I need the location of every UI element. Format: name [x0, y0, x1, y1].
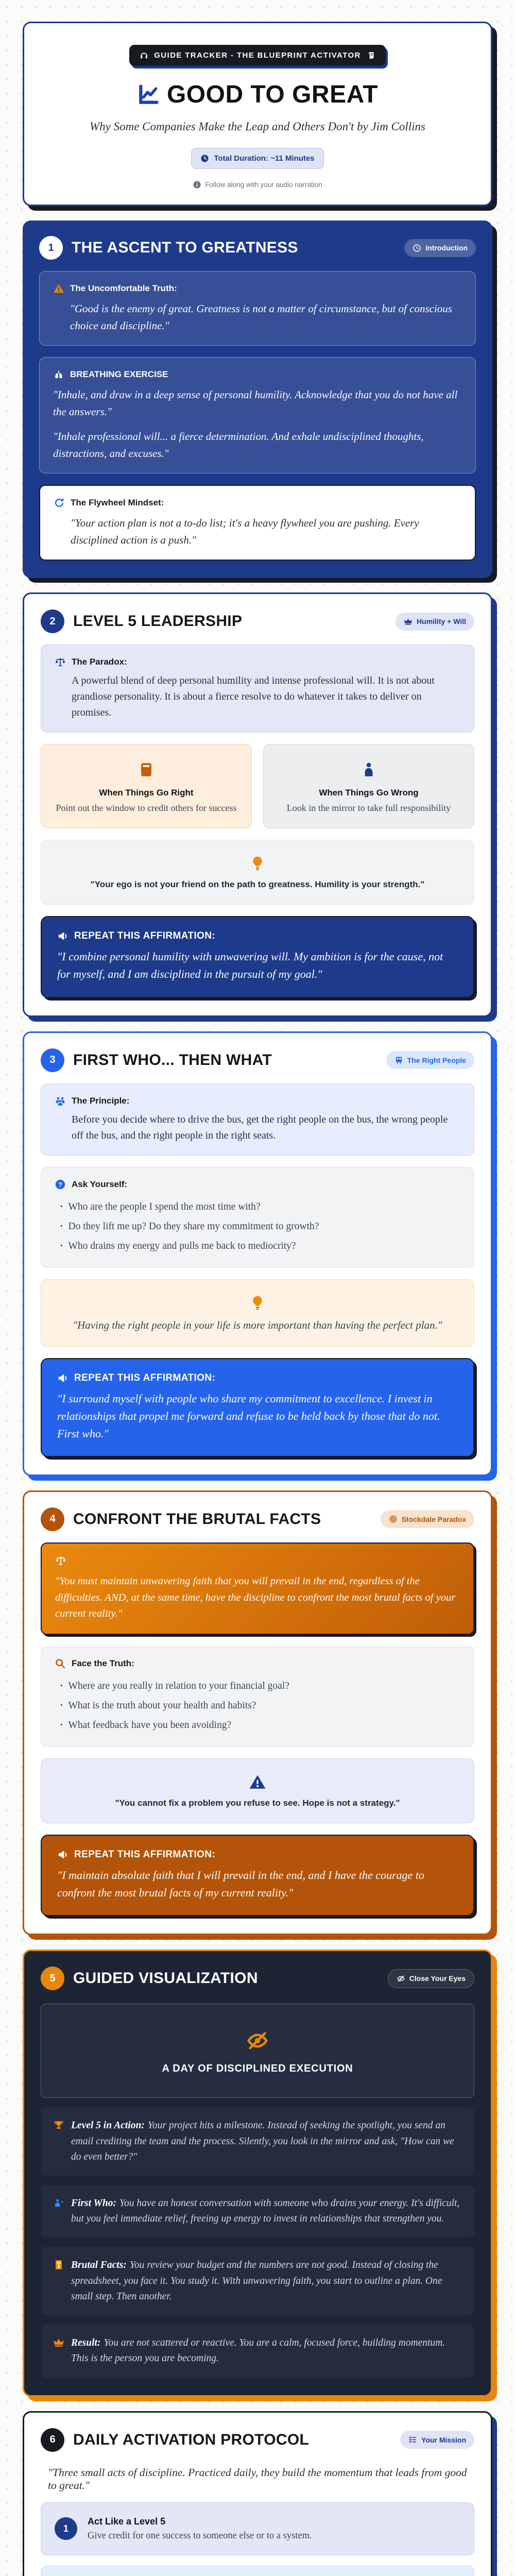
section-2-badge — [396, 613, 474, 631]
list-item: · Who are the people I spend the most time with? — [60, 1197, 460, 1217]
uncomfortable-truth-card — [39, 271, 476, 346]
section-3-badge — [386, 1051, 474, 1069]
question-icon — [55, 1179, 66, 1190]
affirmation-quote-first-who: "I surround myself with people who share my commitment to excellence. I invest in relationships that propel me forward and refuse to be held back by those that do not. First who." — [57, 1392, 440, 1440]
affirmation-header — [57, 1372, 458, 1384]
affirmation-header — [57, 930, 458, 942]
section-6-header — [41, 2428, 474, 2452]
protocol-step-2 — [41, 2566, 474, 2576]
visualization-panel-title: A DAY OF DISCIPLINED EXECUTION — [162, 2063, 353, 2075]
guide-tracker-badge — [129, 45, 386, 66]
lightbulb-icon — [249, 1294, 266, 1312]
viz-item-level5 — [41, 2107, 474, 2176]
section-3-title: FIRST WHO... THEN WHAT — [73, 1051, 272, 1069]
viz-item-text — [71, 2258, 462, 2304]
search-icon — [55, 1658, 66, 1669]
page-title: GOOD TO GREAT — [166, 81, 379, 108]
viz-item-text — [71, 2335, 462, 2366]
right-people-insight-card — [41, 1279, 474, 1347]
section-1-badge-label: Introduction — [425, 244, 468, 252]
clock-icon — [200, 154, 209, 163]
audio-note — [40, 180, 475, 189]
warning-icon — [53, 283, 64, 294]
viz-item-label: First Who: — [71, 2197, 116, 2209]
section-4-badge — [381, 1510, 474, 1528]
principle-label: The Principle: — [72, 1095, 130, 1106]
people-icon — [55, 1095, 66, 1107]
hero-card — [23, 22, 492, 206]
megaphone-icon — [57, 930, 68, 942]
section-6-title: DAILY ACTIVATION PROTOCOL — [73, 2431, 310, 2448]
stockdale-quote-card — [41, 1543, 474, 1635]
duration-pill — [191, 148, 323, 169]
headphones-icon — [140, 51, 148, 60]
section-2-number: 2 — [41, 609, 64, 633]
eye-slash-icon — [397, 1974, 405, 1983]
flywheel-label: The Flywheel Mindset: — [71, 498, 164, 508]
section-1-number: 1 — [39, 236, 63, 260]
affirmation-label: REPEAT THIS AFFIRMATION: — [74, 1372, 216, 1383]
affirmation-quote-level5: "I combine personal humility with unwavering will. My ambition is for the cause, not for myself, and I am disciplined in the pursuit of my goal." — [57, 950, 443, 981]
section-1-title: THE ASCENT TO GREATNESS — [72, 239, 298, 256]
leadership-columns — [41, 744, 474, 828]
ask-yourself-label: Ask Yourself: — [72, 1179, 128, 1189]
megaphone-icon — [57, 1372, 68, 1384]
section-5-number: 5 — [41, 1967, 64, 1990]
viz-item-body: You have an honest conversation with someone who drains your energy. It's difficult, but you feel immediate relief, freeing up energy to invest in relationships that strengthen you. — [71, 2197, 460, 2225]
trophy-icon — [53, 2120, 64, 2131]
viz-item-text — [71, 2118, 462, 2165]
protocol-intro: "Three small acts of discipline. Practiced daily, they build the momentum that leads from good to great." — [48, 2466, 467, 2492]
face-the-truth-header — [55, 1658, 460, 1669]
section-confront-brutal-facts — [23, 1490, 492, 1935]
svg-text:?: ? — [58, 1180, 62, 1188]
section-1-badge — [404, 239, 476, 257]
ego-insight-card — [41, 840, 474, 905]
section-ascent-to-greatness — [23, 221, 492, 578]
crown-icon — [404, 617, 413, 626]
section-5-title: GUIDED VISUALIZATION — [73, 1970, 258, 1987]
duration-label: Total Duration: ~11 Minutes — [214, 154, 315, 163]
breathing-quote-2: "Inhale professional will... a fierce determination. And exhale undisciplined thoughts, distractions, and excuses." — [53, 430, 424, 460]
eye-slash-icon — [246, 2029, 269, 2053]
section-daily-activation-protocol — [23, 2411, 492, 2576]
section-4-badge-label: Stockdale Paradox — [401, 1515, 466, 1523]
page — [23, 0, 492, 2576]
section-4-header — [41, 1507, 474, 1531]
section-4-number: 4 — [41, 1507, 64, 1531]
viz-item-label: Brutal Facts: — [71, 2260, 127, 2271]
flywheel-quote: "Your action plan is not a to-do list; it's a heavy flywheel you are pushing. Every disciplined action is a push." — [71, 517, 419, 546]
flywheel-refresh-icon — [54, 497, 65, 509]
affirmation-label: REPEAT THIS AFFIRMATION: — [74, 1849, 216, 1860]
uncomfortable-truth-quote: "Good is the enemy of great. Greatness is not a matter of circumstance, but of conscious choice and discipline." — [70, 302, 452, 332]
breathing-exercise-label: BREATHING EXERCISE — [70, 369, 168, 380]
section-6-badge — [400, 2431, 474, 2449]
list-item: · Where are you really in relation to your financial goal? — [60, 1676, 460, 1696]
affirmation-card-brutal-facts — [41, 1835, 474, 1916]
breathing-quote-1: "Inhale, and draw in a deep sense of personal humility. Acknowledge that you do not have all the answers." — [53, 388, 458, 418]
hope-insight-text: "You cannot fix a problem you refuse to see. Hope is not a strategy." — [115, 1798, 400, 1808]
face-the-truth-list — [60, 1676, 460, 1735]
section-3-number: 3 — [41, 1048, 64, 1072]
ask-yourself-card — [41, 1167, 474, 1268]
when-wrong-card — [263, 744, 474, 828]
affirmation-header — [57, 1849, 458, 1860]
viz-item-result — [41, 2325, 474, 2377]
list-item: · Who drains my energy and pulls me back to mediocrity? — [60, 1236, 460, 1256]
stockdale-quote: "You must maintain unwavering faith that you will prevail in the end, regardless of the difficulties. AND, at the same time, have the discipline to confront the most brutal facts of your current reality." — [55, 1575, 456, 1620]
section-6-badge-label: Your Mission — [421, 2435, 466, 2444]
viz-item-label: Result: — [71, 2337, 101, 2349]
list-item: · What feedback have you been avoiding? — [60, 1716, 460, 1735]
affirmation-card-level5 — [41, 916, 474, 997]
breathing-exercise-header — [53, 369, 462, 380]
paradox-card — [41, 645, 474, 733]
when-right-card — [41, 744, 252, 828]
list-item: · What is the truth about your health and habits? — [60, 1696, 460, 1716]
viz-item-body: You are not scattered or reactive. You are a calm, focused force, building momentum. This is the person you are becoming. — [71, 2337, 445, 2364]
paradox-header — [55, 656, 460, 668]
viz-item-first-who — [41, 2185, 474, 2238]
info-icon — [193, 180, 201, 189]
section-1-header — [39, 236, 476, 260]
crown-icon — [53, 2337, 64, 2348]
section-5-badge — [388, 1969, 474, 1988]
section-first-who-then-what — [23, 1031, 492, 1476]
viz-item-body: Your project hits a milestone. Instead of seeking the spotlight, you send an email crediting the team and the process. Silently, you look in the mirror and ask, "How can we do even better?" — [71, 2120, 454, 2162]
svg-text:$: $ — [57, 2264, 60, 2269]
uncomfortable-truth-header — [53, 283, 462, 294]
section-3-badge-label: The Right People — [407, 1056, 466, 1064]
when-right-text: Point out the window to credit others for success — [56, 803, 237, 814]
section-3-header — [41, 1048, 474, 1072]
ego-insight-text: "Your ego is not your friend on the path to greatness. Humility is your strength." — [90, 879, 425, 890]
step-text: Give credit for one success to someone else or to a system. — [88, 2530, 312, 2541]
principle-header — [55, 1095, 460, 1107]
breathing-exercise-card — [39, 357, 476, 473]
section-2-badge-label: Humility + Will — [417, 617, 466, 626]
section-2-header — [41, 609, 474, 633]
window-icon — [138, 761, 155, 778]
clock-icon — [413, 244, 421, 252]
page-title-row — [40, 80, 475, 109]
viz-item-brutal-facts — [41, 2247, 474, 2315]
section-level-5-leadership — [23, 592, 492, 1016]
lightbulb-icon — [249, 855, 266, 872]
affirmation-quote-brutal-facts: "I maintain absolute faith that I will prevail in the end, and I have the courage to confront the most brutal facts of my current reality." — [57, 1869, 424, 1900]
guide-tracker-label: GUIDE TRACKER - THE BLUEPRINT ACTIVATOR — [154, 51, 361, 60]
protocol-step-1 — [41, 2502, 474, 2555]
when-wrong-title: When Things Go Wrong — [319, 788, 419, 798]
flywheel-header — [54, 497, 461, 509]
viz-item-label: Level 5 in Action: — [71, 2120, 145, 2131]
step-content — [88, 2516, 312, 2541]
viz-item-text — [71, 2196, 462, 2227]
audio-note-label: Follow along with your audio narration — [205, 181, 322, 189]
page-subtitle: Why Some Companies Make the Leap and Others Don't by Jim Collins — [89, 120, 426, 133]
section-2-title: LEVEL 5 LEADERSHIP — [73, 613, 243, 630]
step-number: 1 — [55, 2517, 77, 2540]
hope-insight-card — [41, 1758, 474, 1823]
section-guided-visualization — [23, 1950, 492, 2396]
section-5-badge-label: Close Your Eyes — [409, 1974, 466, 1983]
principle-card — [41, 1083, 474, 1156]
target-icon — [389, 1515, 398, 1523]
principle-text: Before you decide where to drive the bus, get the right people on the bus, the wrong people off the bus, and the right people in the right seats. — [72, 1113, 448, 1141]
section-5-header — [41, 1967, 474, 1990]
invoice-icon — [53, 2259, 64, 2270]
visualization-panel — [41, 2004, 474, 2098]
ask-yourself-header — [55, 1179, 460, 1190]
person-icon — [360, 761, 377, 778]
lungs-icon — [53, 369, 64, 380]
scroll-icon — [367, 51, 375, 60]
section-4-title: CONFRONT THE BRUTAL FACTS — [73, 1510, 321, 1528]
warning-icon — [249, 1773, 266, 1791]
paradox-label: The Paradox: — [72, 657, 127, 667]
scales-icon — [55, 1555, 66, 1566]
list-item: · Do they lift me up? Do they share my commitment to growth? — [60, 1217, 460, 1236]
paradox-text: A powerful blend of deep personal humility and intense professional will. It is not about grandiose personality. It is about a fierce resolve to do whatever it takes to deliver on promises. — [72, 675, 435, 719]
bus-icon — [394, 1056, 403, 1064]
scales-icon — [55, 656, 66, 668]
ask-yourself-list — [60, 1197, 460, 1256]
person-minus-icon — [53, 2197, 64, 2209]
when-wrong-text: Look in the mirror to take full responsibility — [286, 803, 451, 814]
face-the-truth-label: Face the Truth: — [72, 1658, 134, 1669]
right-people-insight-text: "Having the right people in your life is more important than having the perfect plan." — [73, 1318, 442, 1331]
checklist-icon — [408, 2435, 417, 2444]
section-6-number: 6 — [41, 2428, 64, 2452]
uncomfortable-truth-label: The Uncomfortable Truth: — [70, 283, 177, 293]
megaphone-icon — [57, 1849, 68, 1860]
flywheel-mindset-card — [39, 485, 476, 561]
chart-line-icon — [137, 83, 160, 106]
step-title: Act Like a Level 5 — [88, 2516, 166, 2527]
face-the-truth-card — [41, 1646, 474, 1747]
affirmation-card-first-who — [41, 1358, 474, 1457]
viz-item-body: You review your budget and the numbers are not good. Instead of closing the spreadsheet, you face it. You study it. With unwavering faith, you start to outline a plan. One small step. Then another. — [71, 2260, 442, 2302]
when-right-title: When Things Go Right — [99, 788, 194, 798]
affirmation-label: REPEAT THIS AFFIRMATION: — [74, 930, 216, 942]
